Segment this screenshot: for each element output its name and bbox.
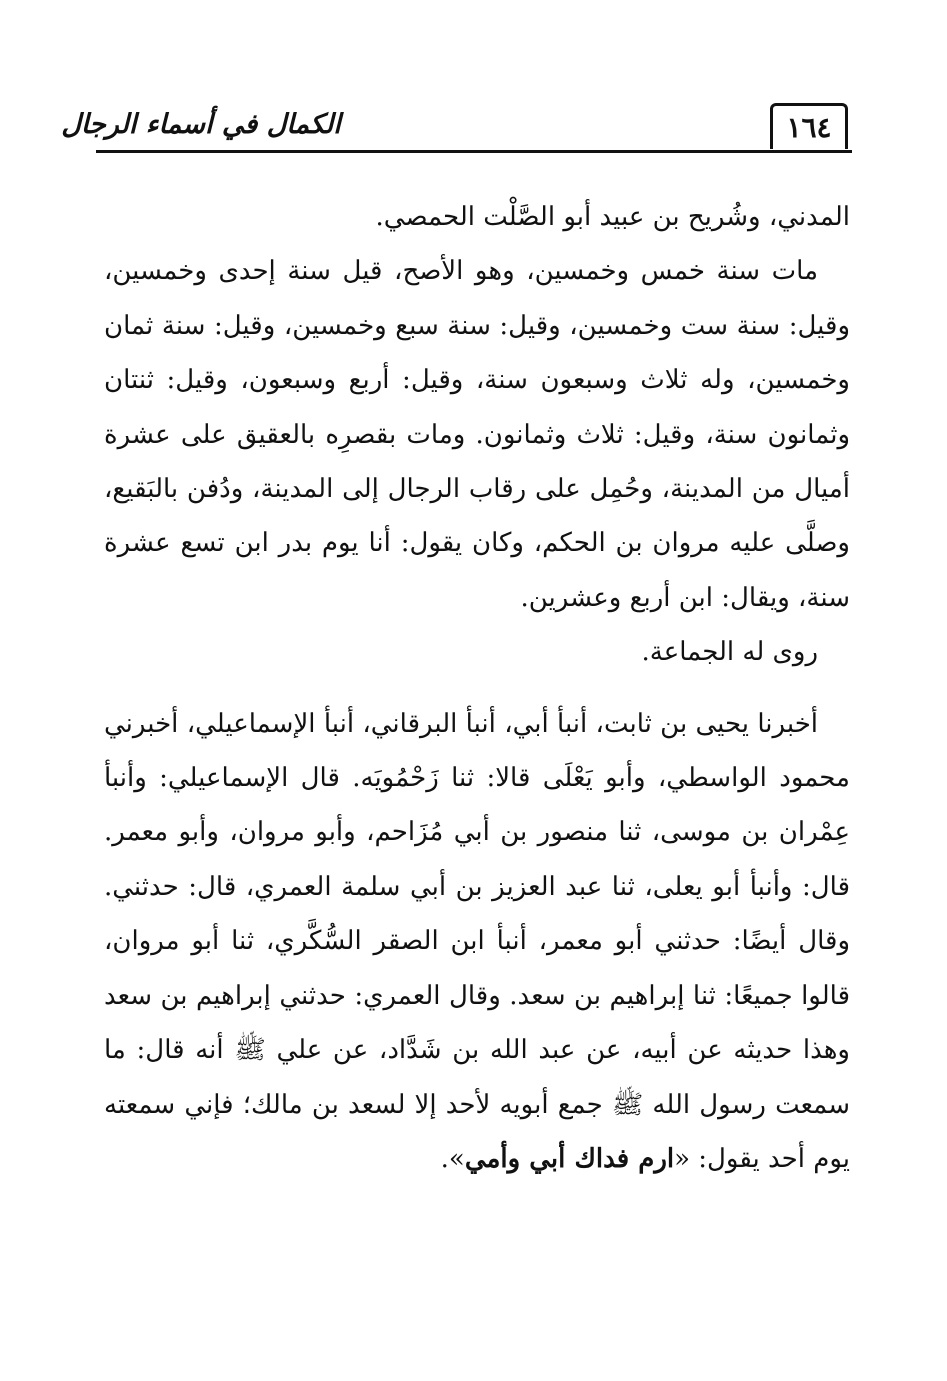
header-rule: [96, 150, 852, 153]
paragraph-2: مات سنة خمس وخمسين، وهو الأصح، قيل سنة إحدى وخمسين، وقيل: سنة ست وخمسين، وقيل: سنة سبع وخمسين، وقيل: سنة ثمان وخمسين، وله ثلاث وسبعون سنة، وقيل: أربع وسبعون، وقيل: ثنتان وثمانون سنة، وقيل: ثلاث وثمانون. ومات بقصرِه بالعقيق على عشرة أميال من المدينة، وحُمِل على رقاب الرجال إلى المدينة، ودُفن بالبَقيع، وصلَّى عليه مروان بن الحكم، وكان يقول: أنا يوم بدر ابن تسع عشرة سنة، ويقال: ابن أربع وعشرين.: [104, 256, 850, 613]
paragraph-1: المدني، وشُريح بن عبيد أبو الصَّلْت الحمصي.: [375, 202, 850, 232]
prophet-quote: ارم فداك أبي وأمي: [464, 1143, 675, 1174]
page-number: ١٦٤: [770, 103, 848, 149]
book-title: الكمال في أسماء الرجال: [61, 108, 341, 140]
paragraph-4: [104, 697, 850, 1187]
paragraph-4-main: أخبرنا يحيى بن ثابت، أنبأ أبي، أنبأ البرقاني، أنبأ الإسماعيلي، أخبرني محمود الواسطي، وأبو يَعْلَى قالا: ثنا زَحْمُويَه. قال الإسماعيلي: وأنبأ عِمْران بن موسى، ثنا منصور بن أبي مُزَاحم، وأبو مروان، وأبو معمر. قال: وأنبأ أبو يعلى، ثنا عبد العزيز بن أبي سلمة العمري، قال: حدثني. وقال أيضًا: حدثني أبو معمر، أنبأ ابن الصقر السُّكَّري، ثنا أبو مروان، قالوا جميعًا: ثنا إبراهيم بن سعد. وقال العمري: حدثني إبراهيم بن سعد وهذا حديثه عن أبيه، عن عبد الله بن شَدَّاد، عن علي ﷺ أنه قال: ما سمعت رسول الله ﷺ جمع أبويه لأحد إلا لسعد بن مالك؛ فإني سمعته يوم أحد يقول: «: [104, 708, 850, 1174]
paragraph-4-end: ».: [440, 1143, 465, 1174]
page-header: [0, 0, 947, 160]
paragraph-3: روى له الجماعة.: [641, 637, 818, 668]
body-text: [104, 190, 850, 1186]
